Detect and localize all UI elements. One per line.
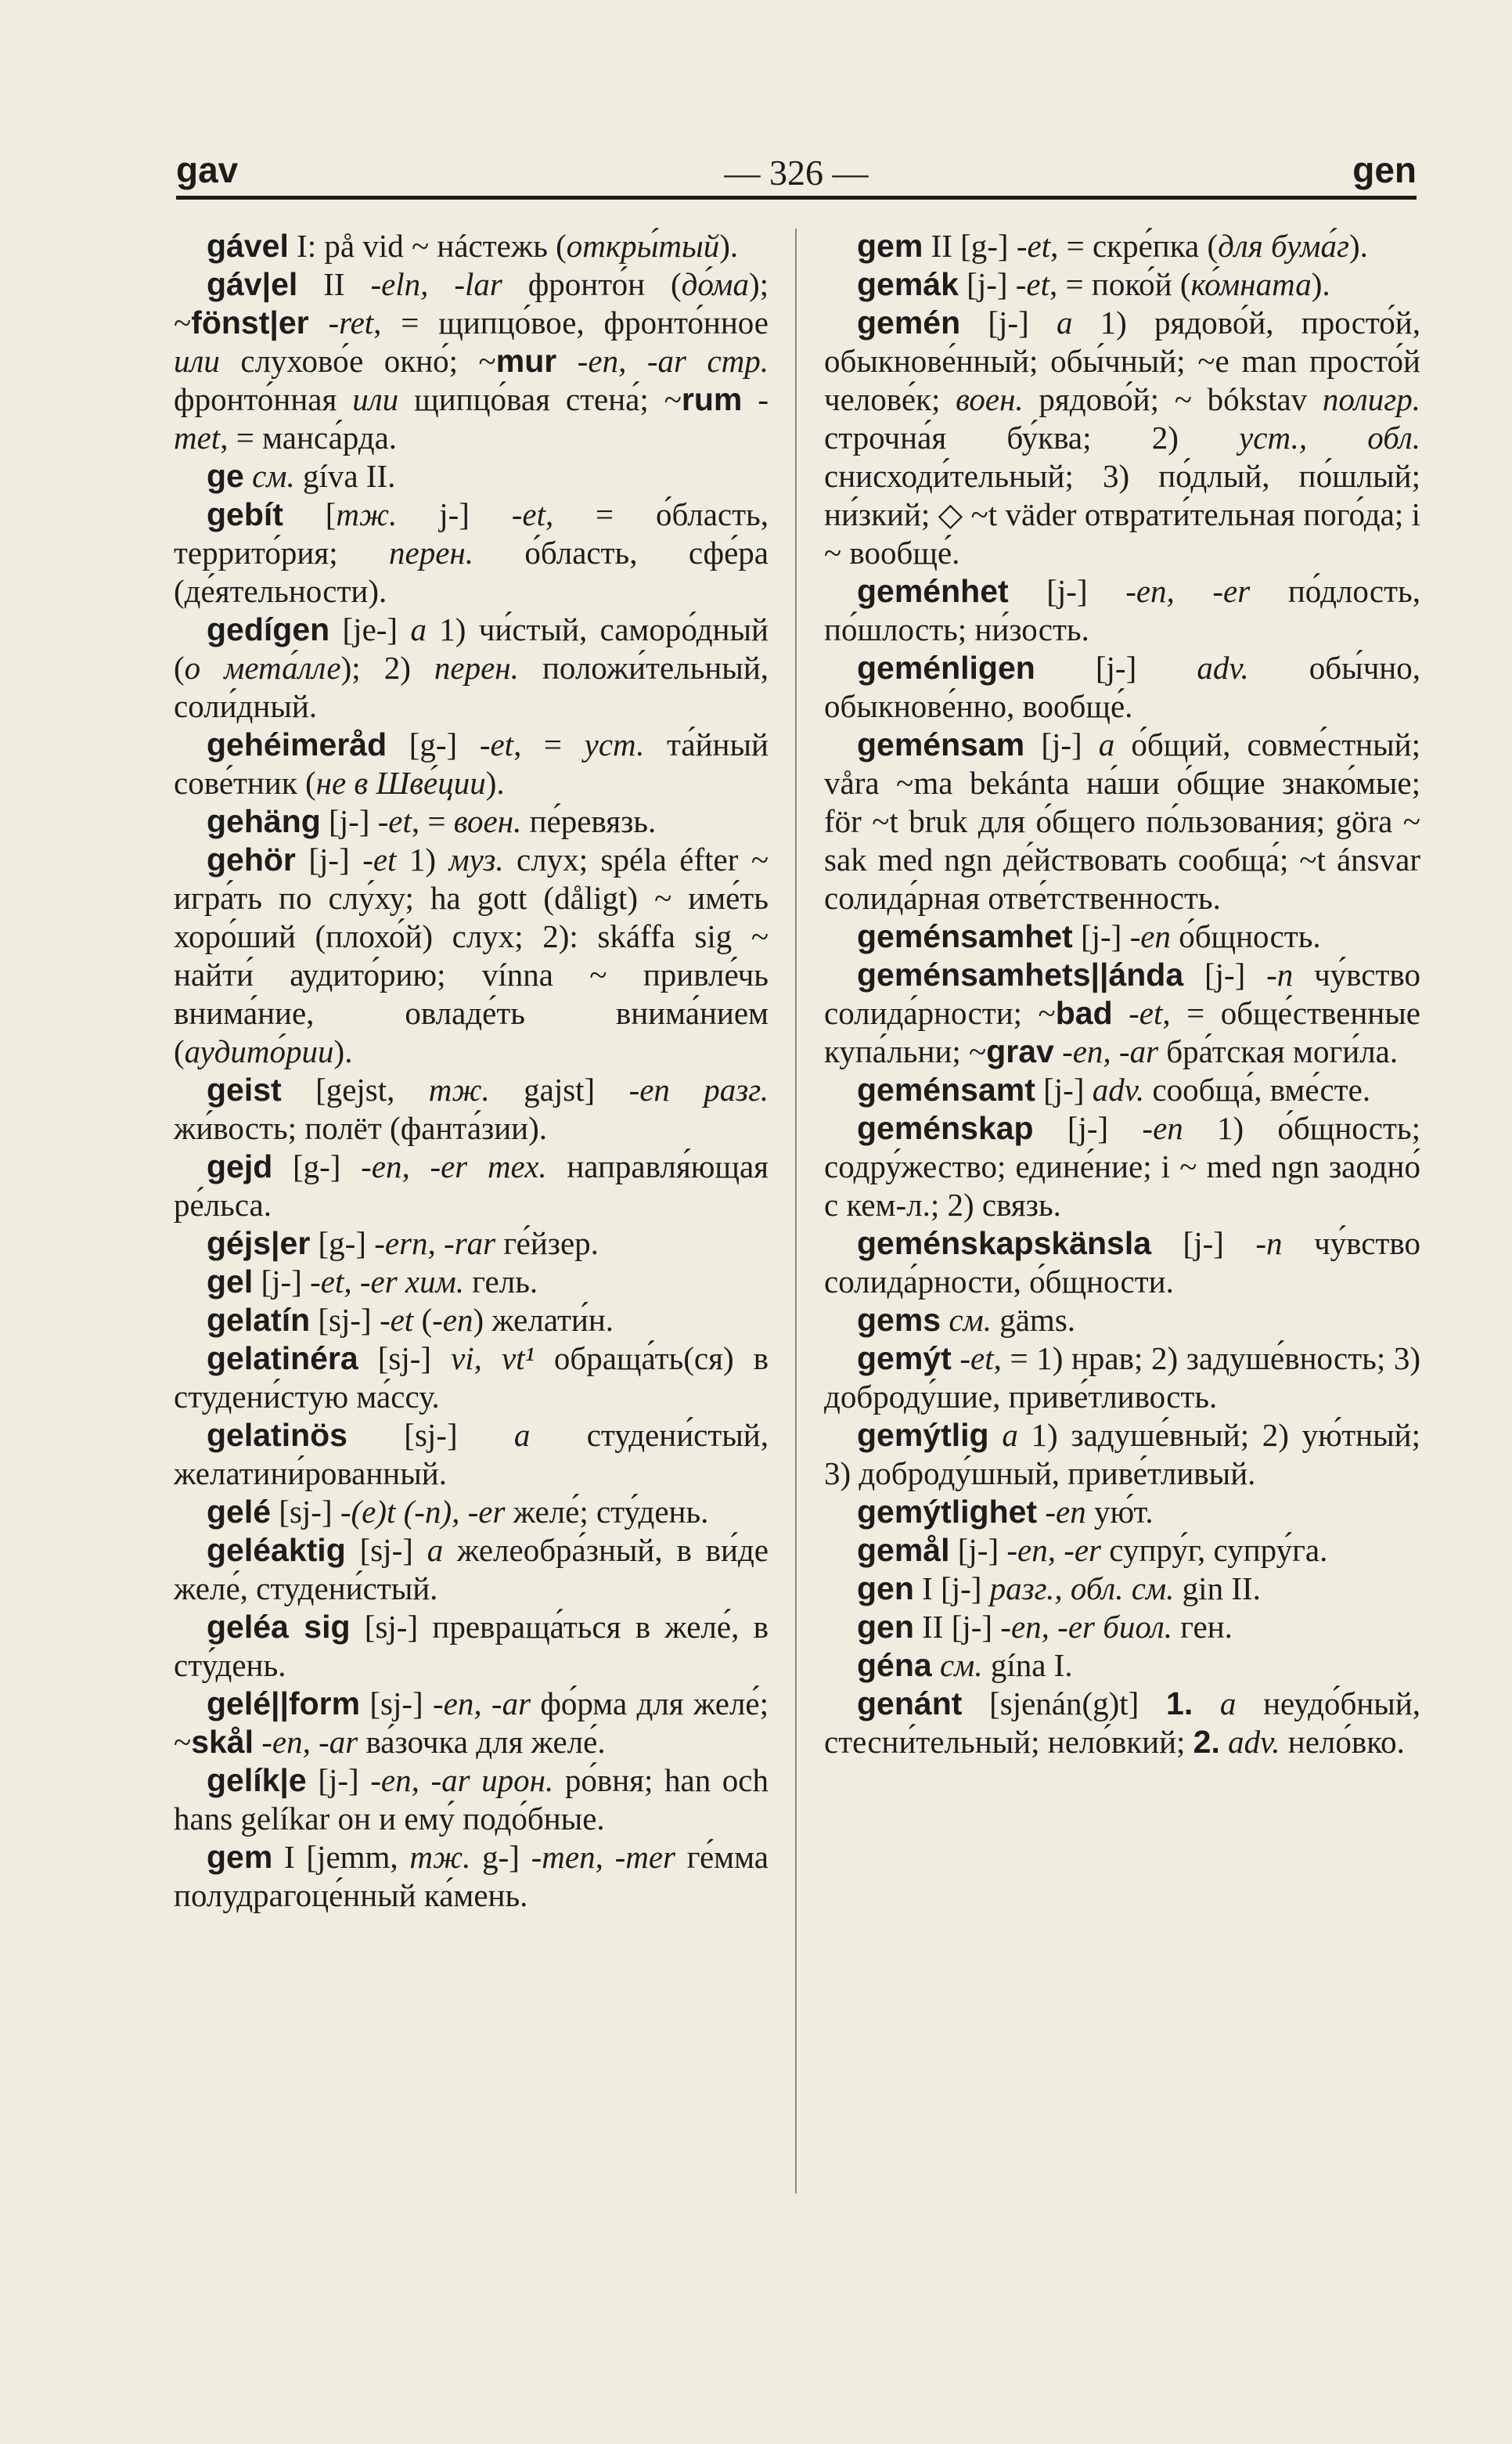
entry-text: ).: [333, 1033, 353, 1069]
dictionary-entry: [174, 1148, 769, 1224]
header-rule: [176, 196, 1417, 200]
dictionary-entry: [824, 956, 1420, 1071]
entry-text: [sj-]: [310, 1302, 380, 1338]
dictionary-entry: [824, 1224, 1420, 1301]
grammar-note: уст., обл.: [1239, 420, 1420, 456]
grammar-note: тж.: [409, 1839, 471, 1875]
headword: geléaktig: [207, 1532, 346, 1568]
entry-text: , = обще́ственные купа́льни; ~: [824, 995, 1420, 1069]
grammar-note: a: [1002, 1417, 1018, 1453]
dictionary-entry: [174, 1071, 769, 1148]
grammar-note: -men, -mer: [531, 1839, 675, 1875]
dictionary-entry: [824, 304, 1420, 572]
entry-text: рядово́й; ~ bókstav: [1023, 381, 1323, 417]
entry-text: фо́рма для желе́; ~: [174, 1685, 769, 1760]
compound-headword: skål: [191, 1724, 254, 1760]
grammar-note: -en, -ar: [433, 1685, 531, 1721]
entry-text: [1113, 995, 1129, 1031]
headword: gelatinös: [207, 1417, 347, 1453]
headword: gelé: [207, 1494, 272, 1530]
entry-text: по́длость, по́шлость; ни́зость.: [824, 573, 1420, 647]
dictionary-entry: [824, 1493, 1420, 1531]
left-guide-word: gav: [176, 150, 239, 190]
headword: gemýtlighet: [857, 1494, 1038, 1530]
entry-text: ую́т.: [1085, 1494, 1154, 1530]
entry-text: ) желати́н.: [473, 1302, 614, 1338]
grammar-note: муз.: [448, 842, 504, 878]
grammar-note: -eln, -lar: [370, 266, 502, 302]
entry-text: [sj-]: [271, 1494, 340, 1530]
entry-text: [j-]: [295, 842, 363, 878]
grammar-note: -en, -ar: [1062, 1033, 1159, 1069]
left-column: [174, 227, 769, 1915]
entry-text: чу́вство солида́рности; ~: [824, 957, 1420, 1031]
headword: geménligen: [857, 650, 1035, 686]
headword: gemål: [857, 1532, 950, 1568]
dictionary-entry: [824, 1339, 1420, 1416]
entry-text: [254, 1724, 261, 1760]
entry-text: супру́г, супру́га.: [1101, 1532, 1328, 1568]
entry-text: [sj-] превраща́ться в желе́, в сту́день.: [174, 1609, 769, 1683]
entry-text: [j-]: [320, 803, 378, 839]
entry-text: строчна́я бу́ква; 2): [824, 420, 1240, 456]
entry-text: [: [283, 496, 337, 532]
grammar-note: или: [352, 381, 399, 417]
entry-text: о́бщий, совме́стный; våra ~ma bekánta на́ши о́бщие знако́мые; för ~t bruk для о́бщего по́льзования; göra ~ sak med ngn де́йствовать сообща́; ~t ánsvar солида́рная отве́тственность.: [824, 726, 1420, 916]
dictionary-entry: [824, 1570, 1420, 1608]
grammar-note: тж.: [336, 496, 398, 532]
dictionary-entry: [824, 1071, 1420, 1109]
grammar-note: не в Шве́ции: [315, 765, 486, 801]
entry-text: ге́мма полудрагоце́нный ка́мень.: [174, 1839, 769, 1913]
entry-text: [556, 343, 578, 379]
grammar-note: a: [1219, 1685, 1237, 1721]
grammar-note: разг., обл. см.: [989, 1570, 1175, 1606]
entry-text: [sj-]: [360, 1685, 434, 1721]
entry-text: [952, 1340, 960, 1376]
entry-text: [g-]: [272, 1148, 362, 1184]
headword: gejd: [207, 1148, 273, 1184]
column-divider: [795, 229, 797, 2193]
dictionary-entry: [824, 227, 1420, 265]
headword: gemén: [857, 305, 961, 341]
dictionary-entry: [824, 726, 1420, 917]
entry-text: [1193, 1685, 1220, 1721]
entry-text: [je-]: [329, 611, 411, 647]
grammar-note: a: [513, 1417, 531, 1453]
headword: gehäng: [207, 803, 321, 839]
entry-text: [j-]: [1033, 1110, 1143, 1146]
entry-text: [j-]: [949, 1532, 1007, 1568]
entry-text: 1) задуше́вный; 2) ую́тный; 3) доброду́шный, приве́тливый.: [824, 1417, 1420, 1491]
dictionary-entry: [824, 917, 1420, 956]
grammar-note: -n: [1255, 1225, 1283, 1261]
headword: gems: [857, 1302, 941, 1338]
compound-headword: mur: [495, 343, 557, 379]
entry-text: ).: [1348, 228, 1368, 264]
dictionary-entry: [174, 1608, 769, 1685]
grammar-note: -et, -er хим.: [310, 1263, 465, 1300]
entry-text: I: på vid ~ нáстежь (: [288, 228, 567, 264]
dictionary-entry: [174, 1416, 769, 1493]
entry-text: фронто́нная: [174, 381, 353, 417]
grammar-note: -et: [379, 1302, 414, 1338]
entry-text: [j-]: [958, 266, 1016, 302]
headword: ge: [207, 458, 244, 494]
grammar-note: -et: [377, 803, 412, 839]
grammar-note: перен.: [389, 535, 474, 571]
right-column: [824, 227, 1420, 1761]
headword: gelé||form: [207, 1685, 361, 1721]
dictionary-entry: [174, 227, 769, 265]
entry-text: (: [413, 1302, 433, 1338]
grammar-note: a: [410, 611, 427, 647]
dictionary-entry: [824, 265, 1420, 304]
dictionary-entry: [824, 1301, 1420, 1339]
entry-text: II [g-]: [923, 228, 1017, 264]
compound-headword: 1.: [1166, 1685, 1193, 1721]
dictionary-entry: [174, 496, 769, 611]
grammar-note: -en: [1142, 1110, 1183, 1146]
entry-text: гель.: [464, 1263, 538, 1300]
entry-text: ).: [485, 765, 505, 801]
entry-text: пе́ревязь.: [521, 803, 657, 839]
headword: gem: [207, 1839, 273, 1875]
compound-headword: fönst|er: [191, 305, 309, 341]
entry-text: ); ~: [174, 266, 769, 341]
entry-text: [j-]: [1151, 1225, 1256, 1261]
dictionary-entry: [824, 572, 1420, 649]
grammar-note: уст.: [584, 726, 645, 762]
headword: geist: [207, 1072, 282, 1108]
entry-text: , = 1) нрав; 2) задуше́вность; 3) доброду́шие, приве́тливость.: [824, 1340, 1420, 1415]
grammar-note: -en, -ar: [261, 1724, 358, 1760]
dictionary-entry: [174, 1761, 769, 1838]
entry-text: [sj-]: [358, 1340, 452, 1376]
headword: gehéimeråd: [207, 726, 387, 762]
entry-text: желе́; сту́день.: [505, 1494, 709, 1530]
headword: gem: [857, 228, 923, 264]
grammar-note: ко́мната: [1190, 266, 1312, 302]
dictionary-entry: [174, 726, 769, 802]
grammar-note: vi, vt¹: [451, 1340, 535, 1376]
headword: geménsamhet: [857, 918, 1073, 954]
entry-text: II [j-]: [913, 1609, 1001, 1645]
entry-text: [j-]: [1008, 573, 1126, 609]
grammar-note: -met: [174, 381, 769, 456]
grammar-note: -en, -er: [1125, 573, 1251, 609]
entry-text: I [jemm,: [272, 1839, 410, 1875]
entry-text: нело́вко.: [1280, 1724, 1405, 1760]
grammar-note: -en: [1129, 918, 1171, 954]
grammar-note: -et: [362, 842, 397, 878]
headword: geménhet: [857, 573, 1009, 609]
entry-text: , = поко́й (: [1049, 266, 1191, 302]
headword: genánt: [857, 1685, 963, 1721]
entry-text: сообща́, вме́сте.: [1144, 1072, 1371, 1108]
headword: gemák: [857, 266, 959, 302]
entry-text: [j-]: [253, 1263, 311, 1300]
grammar-note: полигр.: [1322, 381, 1420, 417]
entry-text: фронто́н (: [502, 266, 682, 302]
entry-text: положи́тельный, соли́дный.: [174, 650, 769, 724]
entry-text: , = манса́рда.: [220, 420, 398, 456]
dictionary-entry: [174, 1263, 769, 1301]
entry-text: бра́тская моги́ла.: [1158, 1033, 1399, 1069]
grammar-note: см.: [252, 458, 295, 494]
entry-text: [989, 1417, 1003, 1453]
dictionary-entry: [824, 649, 1420, 726]
grammar-note: adv.: [1197, 650, 1249, 686]
entry-text: [742, 381, 758, 417]
dictionary-entry: [174, 802, 769, 841]
entry-text: ро́вня; han och hans gelíkar он и ему́ подо́бные.: [174, 1762, 769, 1837]
entry-text: g-]: [470, 1839, 531, 1875]
headword: gedígen: [207, 611, 330, 647]
page-number: — 326 —: [724, 153, 869, 193]
entry-text: та́йный сове́тник (: [174, 726, 769, 801]
entry-text: gin II.: [1174, 1570, 1261, 1606]
entry-text: снисходи́тельный; 3) по́длый, по́шлый; ни́зкий; ◇ ~t väder отврати́тельная пого́да; i ~ вообще́.: [824, 458, 1420, 571]
headword: geménskapskänsla: [857, 1225, 1152, 1261]
headword: geléa sig: [207, 1609, 351, 1645]
headword: géjs|er: [207, 1225, 311, 1261]
dictionary-entry: [174, 265, 769, 457]
entry-text: II: [297, 266, 371, 302]
dictionary-entry: [174, 1301, 769, 1339]
grammar-note: -n: [1266, 957, 1294, 993]
dictionary-entry: [174, 1339, 769, 1416]
dictionary-entry: [174, 1493, 769, 1531]
entry-text: ге́йзер.: [495, 1225, 599, 1261]
grammar-note: adv.: [1092, 1072, 1145, 1108]
grammar-note: -en: [432, 1302, 473, 1338]
headword: gebít: [207, 496, 283, 532]
entry-text: [j-]: [1183, 957, 1267, 993]
grammar-note: -ret: [328, 305, 374, 341]
grammar-note: a: [427, 1532, 444, 1568]
entry-text: ); 2): [340, 650, 434, 686]
grammar-note: -et: [1016, 228, 1051, 264]
entry-text: , = скре́пка (: [1050, 228, 1219, 264]
dictionary-entry: [824, 1646, 1420, 1685]
entry-text: слух; spéla éfter ~ игра́ть по слу́ху; ha gott (dåligt) ~ име́ть хоро́ший (плохо́й) слух; 2): skáffa sig ~ найти́ аудито́рию; vínna ~ привле́чь внима́ние, овладе́ть внима́нием (: [174, 842, 769, 1069]
entry-text: 1): [396, 842, 449, 878]
dictionary-entry: [824, 1608, 1420, 1646]
grammar-note: тж.: [428, 1072, 490, 1108]
entry-text: чу́вство солида́рности, о́бщности.: [824, 1225, 1420, 1300]
headword: geménsamt: [857, 1072, 1035, 1108]
grammar-note: до́ма: [681, 266, 749, 302]
grammar-note: a: [1056, 305, 1073, 341]
entry-text: [j-]: [1035, 650, 1197, 686]
entry-text: направля́ющая ре́льса.: [174, 1148, 769, 1223]
entry-text: ген.: [1172, 1609, 1233, 1645]
entry-text: [244, 458, 252, 494]
compound-headword: 2.: [1193, 1724, 1220, 1760]
dictionary-entry: [824, 1685, 1420, 1761]
entry-text: обраща́ть(ся) в студени́стую ма́ссу.: [174, 1340, 769, 1415]
entry-text: , =: [513, 726, 585, 762]
grammar-note: -et: [479, 726, 514, 762]
entry-text: [j-]: [1035, 1072, 1093, 1108]
grammar-note: для бума́г: [1218, 228, 1349, 264]
grammar-note: или: [174, 343, 220, 379]
entry-text: [309, 305, 329, 341]
grammar-note: -en, -ar стр.: [577, 343, 769, 379]
entry-text: 1) чи́стый, саморо́дный (: [174, 611, 769, 686]
entry-text: щипцо́вая стена́; ~: [398, 381, 682, 417]
grammar-note: -en, -er биол.: [1000, 1609, 1172, 1645]
headword: gelatín: [207, 1302, 311, 1338]
headword: geménsam: [857, 726, 1025, 762]
grammar-note: см.: [949, 1302, 992, 1338]
entry-text: ).: [719, 228, 739, 264]
headword: gen: [857, 1609, 914, 1645]
entry-text: слухово́е окно́; ~: [219, 343, 496, 379]
headword: gehör: [207, 842, 296, 878]
entry-text: [g-]: [387, 726, 480, 762]
entry-text: студени́стый, желатини́рованный.: [174, 1417, 769, 1491]
compound-headword: grav: [986, 1033, 1054, 1069]
entry-text: [932, 1647, 940, 1683]
entry-text: [1054, 1033, 1062, 1069]
entry-text: обы́чно, обыкнове́нно, вообще́.: [824, 650, 1420, 724]
entry-text: [j-]: [1072, 918, 1130, 954]
entry-text: [j-]: [1024, 726, 1099, 762]
headword: gáv|el: [207, 266, 298, 302]
grammar-note: воен.: [956, 381, 1024, 417]
dictionary-entry: [174, 611, 769, 726]
grammar-note: -et: [511, 496, 545, 532]
headword: geménskap: [857, 1110, 1034, 1146]
entry-text: [941, 1302, 949, 1338]
entry-text: жи́вость; полёт (фанта́зии).: [174, 1110, 548, 1146]
grammar-note: воен.: [453, 803, 522, 839]
headword: gen: [857, 1570, 914, 1606]
grammar-note: -en разг.: [628, 1072, 769, 1108]
headword: gemýt: [857, 1340, 952, 1376]
entry-text: gajst]: [489, 1072, 629, 1108]
entry-text: , = щипцо́вое, фронто́нное: [373, 305, 769, 341]
headword: géna: [857, 1647, 932, 1683]
right-guide-word: gen: [1352, 150, 1417, 190]
entry-text: gína I.: [982, 1647, 1073, 1683]
grammar-note: см.: [939, 1647, 983, 1683]
entry-text: 1) о́бщность; содру́жество; едине́ние; i ~ med ngn заодно́ с кем-л.; 2) связь.: [824, 1110, 1420, 1223]
entry-text: gíva II.: [294, 458, 396, 494]
grammar-note: -et: [1015, 266, 1050, 302]
entry-text: gäms.: [991, 1302, 1076, 1338]
entry-text: ва́зочка для желе́.: [358, 1724, 606, 1760]
grammar-note: -en: [1045, 1494, 1086, 1530]
entry-text: [g-]: [310, 1225, 375, 1261]
dictionary-entry: [174, 1531, 769, 1608]
entry-text: о́бласть, сфе́ра (де́ятельности).: [174, 535, 769, 609]
entry-text: [sj-]: [345, 1532, 427, 1568]
grammar-note: -en, -er тех.: [361, 1148, 547, 1184]
entry-text: желеобра́зный, в ви́де желе́, студени́стый.: [174, 1532, 769, 1606]
headword: gel: [207, 1263, 254, 1300]
headword: gemýtlig: [857, 1417, 989, 1453]
entry-text: [1037, 1494, 1045, 1530]
entry-text: , =: [411, 803, 454, 839]
dictionary-entry: [174, 457, 769, 496]
entry-text: [gejst,: [281, 1072, 429, 1108]
headword: geménsamhets||ánda: [857, 957, 1184, 993]
entry-text: j-]: [397, 496, 512, 532]
compound-headword: rum: [681, 381, 743, 417]
entry-text: [sjenán(g)t]: [962, 1685, 1167, 1721]
dictionary-entry: [174, 841, 769, 1071]
page-header: [176, 149, 1417, 197]
entry-text: 1) рядово́й, просто́й, обыкнове́нный; обы́чный; ~e man просто́й челове́к;: [824, 305, 1420, 417]
grammar-note: -(e)t (-n), -er: [340, 1494, 506, 1530]
dictionary-entry: [174, 1224, 769, 1263]
grammar-note: аудито́рии: [184, 1033, 334, 1069]
entry-text: о́бщность.: [1170, 918, 1321, 954]
entry-text: , = о́бласть, террито́рия;: [174, 496, 769, 571]
grammar-note: -et: [1129, 995, 1163, 1031]
dictionary-entry: [824, 1109, 1420, 1224]
compound-headword: bad: [1055, 995, 1113, 1031]
grammar-note: a: [1098, 726, 1115, 762]
grammar-note: -et: [959, 1340, 994, 1376]
headword: gável: [207, 228, 289, 264]
grammar-note: -en, -er: [1006, 1532, 1102, 1568]
dictionary-entry: [174, 1838, 769, 1915]
entry-text: [sj-]: [347, 1417, 514, 1453]
grammar-note: adv.: [1228, 1724, 1280, 1760]
dictionary-entry: [174, 1685, 769, 1761]
entry-text: [j-]: [306, 1762, 371, 1798]
entry-text: [j-]: [960, 305, 1057, 341]
entry-text: неудо́бный, стесни́тельный; нело́вкий;: [824, 1685, 1421, 1760]
dictionary-entry: [824, 1416, 1420, 1493]
headword: gelatinéra: [207, 1340, 358, 1376]
grammar-note: перен.: [434, 650, 519, 686]
entry-text: I [j-]: [913, 1570, 990, 1606]
entry-text: ).: [1311, 266, 1330, 302]
entry-text: [1220, 1724, 1228, 1760]
dictionary-entry: [824, 1531, 1420, 1570]
grammar-note: о мета́лле: [184, 650, 341, 686]
grammar-note: откры́тый: [566, 228, 720, 264]
grammar-note: -en, -ar ирон.: [370, 1762, 554, 1798]
grammar-note: -ern, -rar: [374, 1225, 496, 1261]
headword: gelík|e: [207, 1762, 307, 1798]
